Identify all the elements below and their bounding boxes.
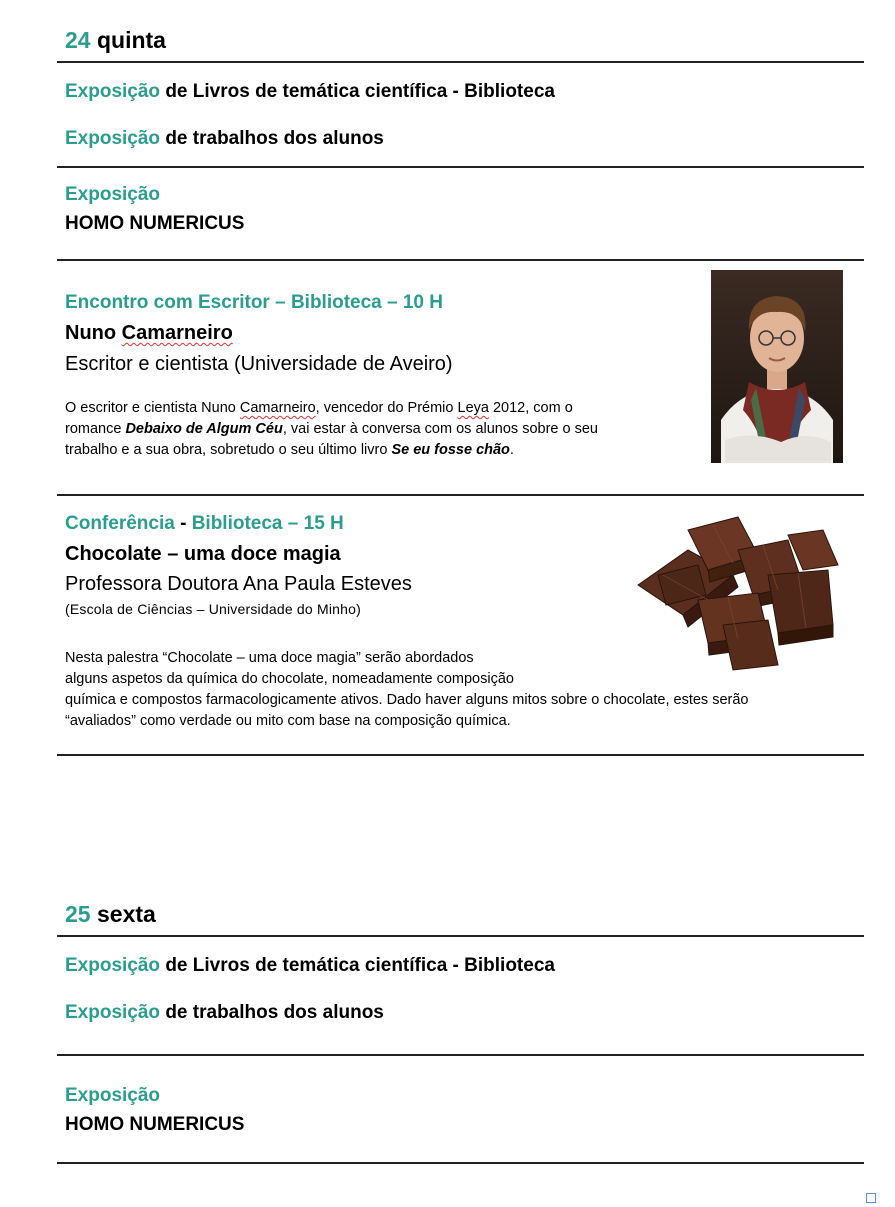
text: , vencedor do Prémio bbox=[315, 400, 454, 416]
conference-title: Chocolate – uma doce magia bbox=[65, 543, 341, 565]
exhibition-student-work bbox=[65, 128, 384, 150]
writer-name bbox=[65, 322, 233, 345]
exhibition-student-work bbox=[65, 1002, 384, 1024]
exhibition-homo-title: HOMO NUMERICUS bbox=[65, 213, 245, 234]
divider bbox=[57, 61, 864, 63]
divider bbox=[57, 754, 864, 756]
writer-first-name: Nuno bbox=[65, 322, 117, 344]
divider bbox=[57, 166, 864, 168]
text: Camarneiro bbox=[239, 400, 316, 416]
text: Biblioteca – 15 H bbox=[191, 513, 344, 534]
book-title: Debaixo de Algum Céu bbox=[125, 421, 283, 437]
text: 2012, com o bbox=[492, 400, 573, 416]
divider bbox=[57, 259, 864, 261]
exhibition-text: de trabalhos dos alunos bbox=[165, 128, 384, 149]
text: Conferência bbox=[65, 513, 175, 534]
exhibition-homo-label: Exposição bbox=[65, 1085, 161, 1106]
encontro-heading: Encontro com Escritor – Biblioteca – 10 H bbox=[65, 292, 443, 313]
writer-photo bbox=[711, 270, 843, 463]
conference-affiliation: (Escola de Ciências – Universidade do Minho) bbox=[65, 601, 361, 617]
text: química e compostos farmacologicamente ativos. Dado haver alguns mitos sobre o chocolate, estes serão bbox=[65, 692, 749, 708]
exhibition-books bbox=[65, 955, 555, 977]
exhibition-text: de trabalhos dos alunos bbox=[165, 1002, 384, 1023]
divider bbox=[57, 1162, 864, 1164]
conference-speaker: Professora Doutora Ana Paula Esteves bbox=[65, 573, 412, 595]
exhibition-label: Exposição bbox=[65, 955, 161, 976]
encontro-description bbox=[65, 398, 705, 461]
conference-heading bbox=[65, 513, 344, 535]
text: O escritor e cientista Nuno bbox=[65, 400, 236, 416]
text: . bbox=[509, 442, 514, 458]
day-number: 25 bbox=[65, 901, 91, 927]
exhibition-homo-title: HOMO NUMERICUS bbox=[65, 1114, 245, 1135]
text: Nesta palestra “Chocolate – uma doce magia” serão abordados bbox=[65, 650, 474, 666]
divider bbox=[57, 935, 864, 937]
exhibition-books bbox=[65, 81, 555, 103]
exhibition-homo-label: Exposição bbox=[65, 184, 161, 205]
chocolate-image bbox=[628, 515, 843, 675]
text: trabalho e a sua obra, sobretudo o seu último livro bbox=[65, 442, 388, 458]
text: “avaliados” como verdade ou mito com base na composição química. bbox=[65, 713, 511, 729]
exhibition-label: Exposição bbox=[65, 128, 161, 149]
book-title: Se eu fosse chão bbox=[391, 442, 510, 458]
text: alguns aspetos da química do chocolate, nomeadamente composição bbox=[65, 671, 514, 687]
day-25-heading bbox=[65, 901, 156, 928]
exhibition-label: Exposição bbox=[65, 81, 161, 102]
divider bbox=[57, 1054, 864, 1056]
resize-handle[interactable] bbox=[866, 1193, 876, 1203]
exhibition-text: de Livros de temática científica - Biblioteca bbox=[165, 955, 555, 976]
day-weekday: quinta bbox=[96, 27, 166, 53]
text: - bbox=[180, 513, 187, 534]
text: Leya bbox=[457, 400, 489, 416]
day-weekday: sexta bbox=[96, 901, 156, 927]
divider bbox=[57, 494, 864, 496]
exhibition-text: de Livros de temática científica - Biblioteca bbox=[165, 81, 555, 102]
text: , vai estar à conversa com os alunos sobre o seu bbox=[282, 421, 598, 437]
writer-last-name: Camarneiro bbox=[121, 322, 233, 344]
day-24-heading bbox=[65, 27, 166, 54]
exhibition-label: Exposição bbox=[65, 1002, 161, 1023]
writer-role: Escritor e cientista (Universidade de Aveiro) bbox=[65, 353, 453, 375]
day-number: 24 bbox=[65, 27, 91, 53]
text: romance bbox=[65, 421, 122, 437]
